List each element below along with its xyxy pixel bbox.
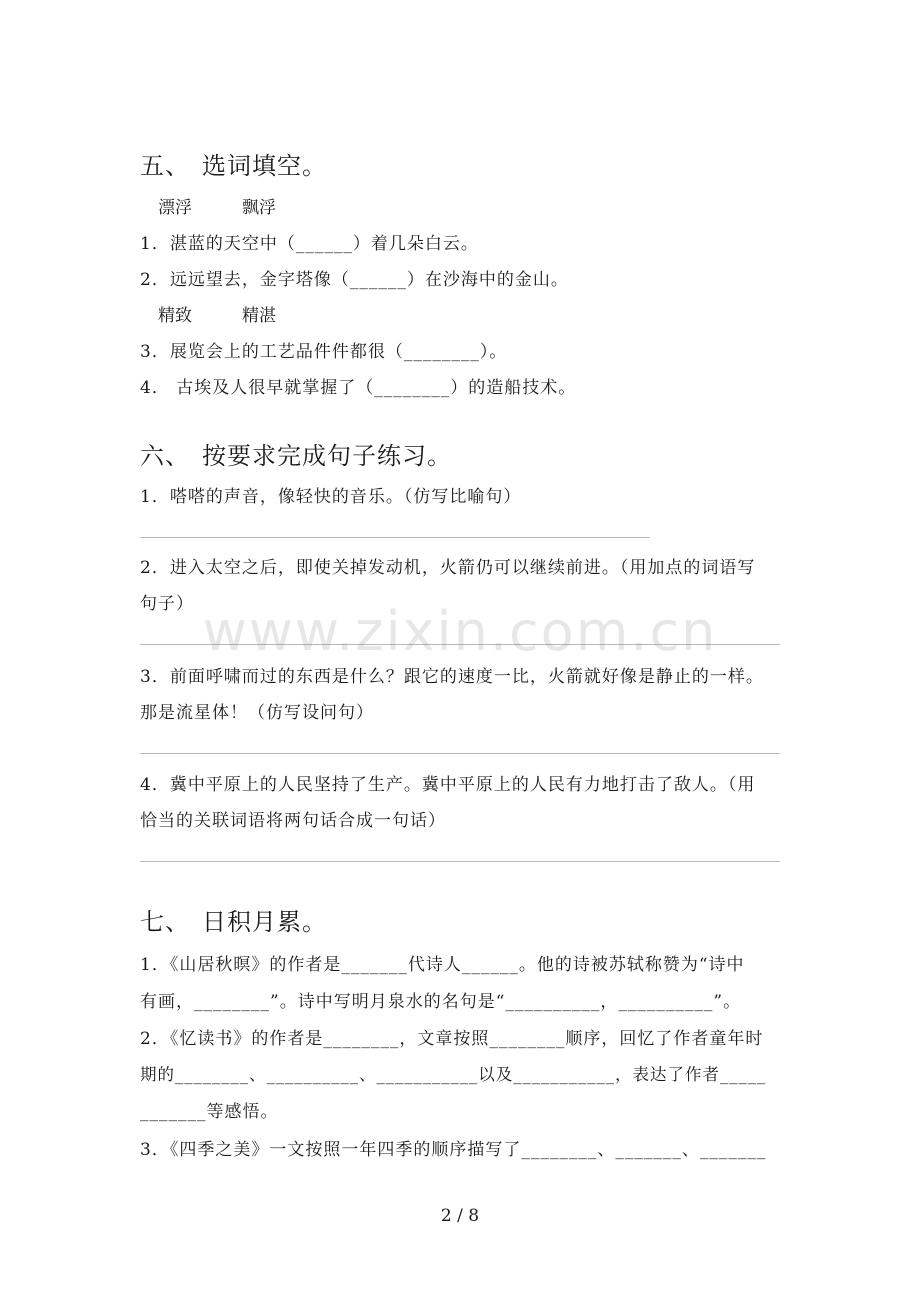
- word-choices-1: [158, 193, 276, 218]
- word-choice: 飘浮: [242, 198, 276, 218]
- word-choices-2: [158, 301, 276, 326]
- question-7-3-line-1: 3．《四季之美》一文按照一年四季的顺序描写了________、_______、_______: [140, 1140, 767, 1160]
- word-choice: 漂浮: [158, 198, 192, 218]
- question-5-3: 3．展览会上的工艺品件件都很（________）。: [140, 342, 508, 362]
- question-7-2-line-2: 期的________、__________、___________以及___________，表达了作者_____: [140, 1065, 767, 1084]
- section-7-title: 日积月累。: [202, 908, 327, 936]
- question-5-1: 1．湛蓝的天空中（______）着几朵白云。: [140, 234, 479, 254]
- question-7-1-line-1: 1．《山居秋暝》的作者是_______代诗人______。他的诗被苏轼称赞为“诗中: [140, 955, 745, 975]
- answer-line[interactable]: [140, 753, 780, 754]
- section-7-heading: [140, 902, 327, 937]
- word-choice: 精致: [158, 306, 192, 326]
- section-5-title: 选词填空。: [202, 152, 327, 180]
- answer-line[interactable]: [140, 861, 780, 862]
- page-number: 2 / 8: [440, 1206, 480, 1226]
- section-7-number: 七、: [140, 908, 190, 936]
- section-5-heading: [140, 146, 327, 181]
- question-6-3-line-2: 那是流星体！（仿写设问句）: [140, 703, 374, 723]
- question-7-2-line-3: _______等感悟。: [140, 1102, 279, 1122]
- question-6-3-line-1: 3．前面呼啸而过的东西是什么？跟它的速度一比，火箭就好像是静止的一样。: [140, 667, 764, 687]
- section-6-title: 按要求完成句子练习。: [202, 442, 452, 470]
- question-6-2-line-2: 句子）: [140, 594, 194, 614]
- answer-line[interactable]: [140, 537, 650, 538]
- section-6-number: 六、: [140, 442, 190, 470]
- question-5-4: 4． 古埃及人很早就掌握了（________）的造船技术。: [140, 378, 577, 398]
- question-7-2-line-1: 2．《忆读书》的作者是________，文章按照________顺序，回忆了作者童年时: [140, 1029, 764, 1049]
- question-6-1: 1．嗒嗒的声音，像轻快的音乐。（仿写比喻句）: [140, 487, 522, 507]
- watermark: www.zixin.com.cn: [202, 600, 718, 663]
- section-5-number: 五、: [140, 152, 190, 180]
- question-7-1-line-2: 有画，________”。诗中写明月泉水的名句是“__________，__________”。: [140, 992, 742, 1012]
- section-6-heading: [140, 436, 452, 471]
- answer-line[interactable]: [140, 644, 780, 645]
- word-choice: 精湛: [242, 306, 276, 326]
- question-6-4-line-2: 恰当的关联词语将两句话合成一句话）: [140, 811, 446, 831]
- question-6-2-line-1: 2．进入太空之后，即使关掉发动机，火箭仍可以继续前进。（用加点的词语写: [140, 558, 756, 578]
- question-6-4-line-1: 4．冀中平原上的人民坚持了生产。冀中平原上的人民有力地打击了敌人。（用: [140, 775, 756, 795]
- question-5-2: 2．远远望去，金字塔像（______）在沙海中的金山。: [140, 270, 569, 290]
